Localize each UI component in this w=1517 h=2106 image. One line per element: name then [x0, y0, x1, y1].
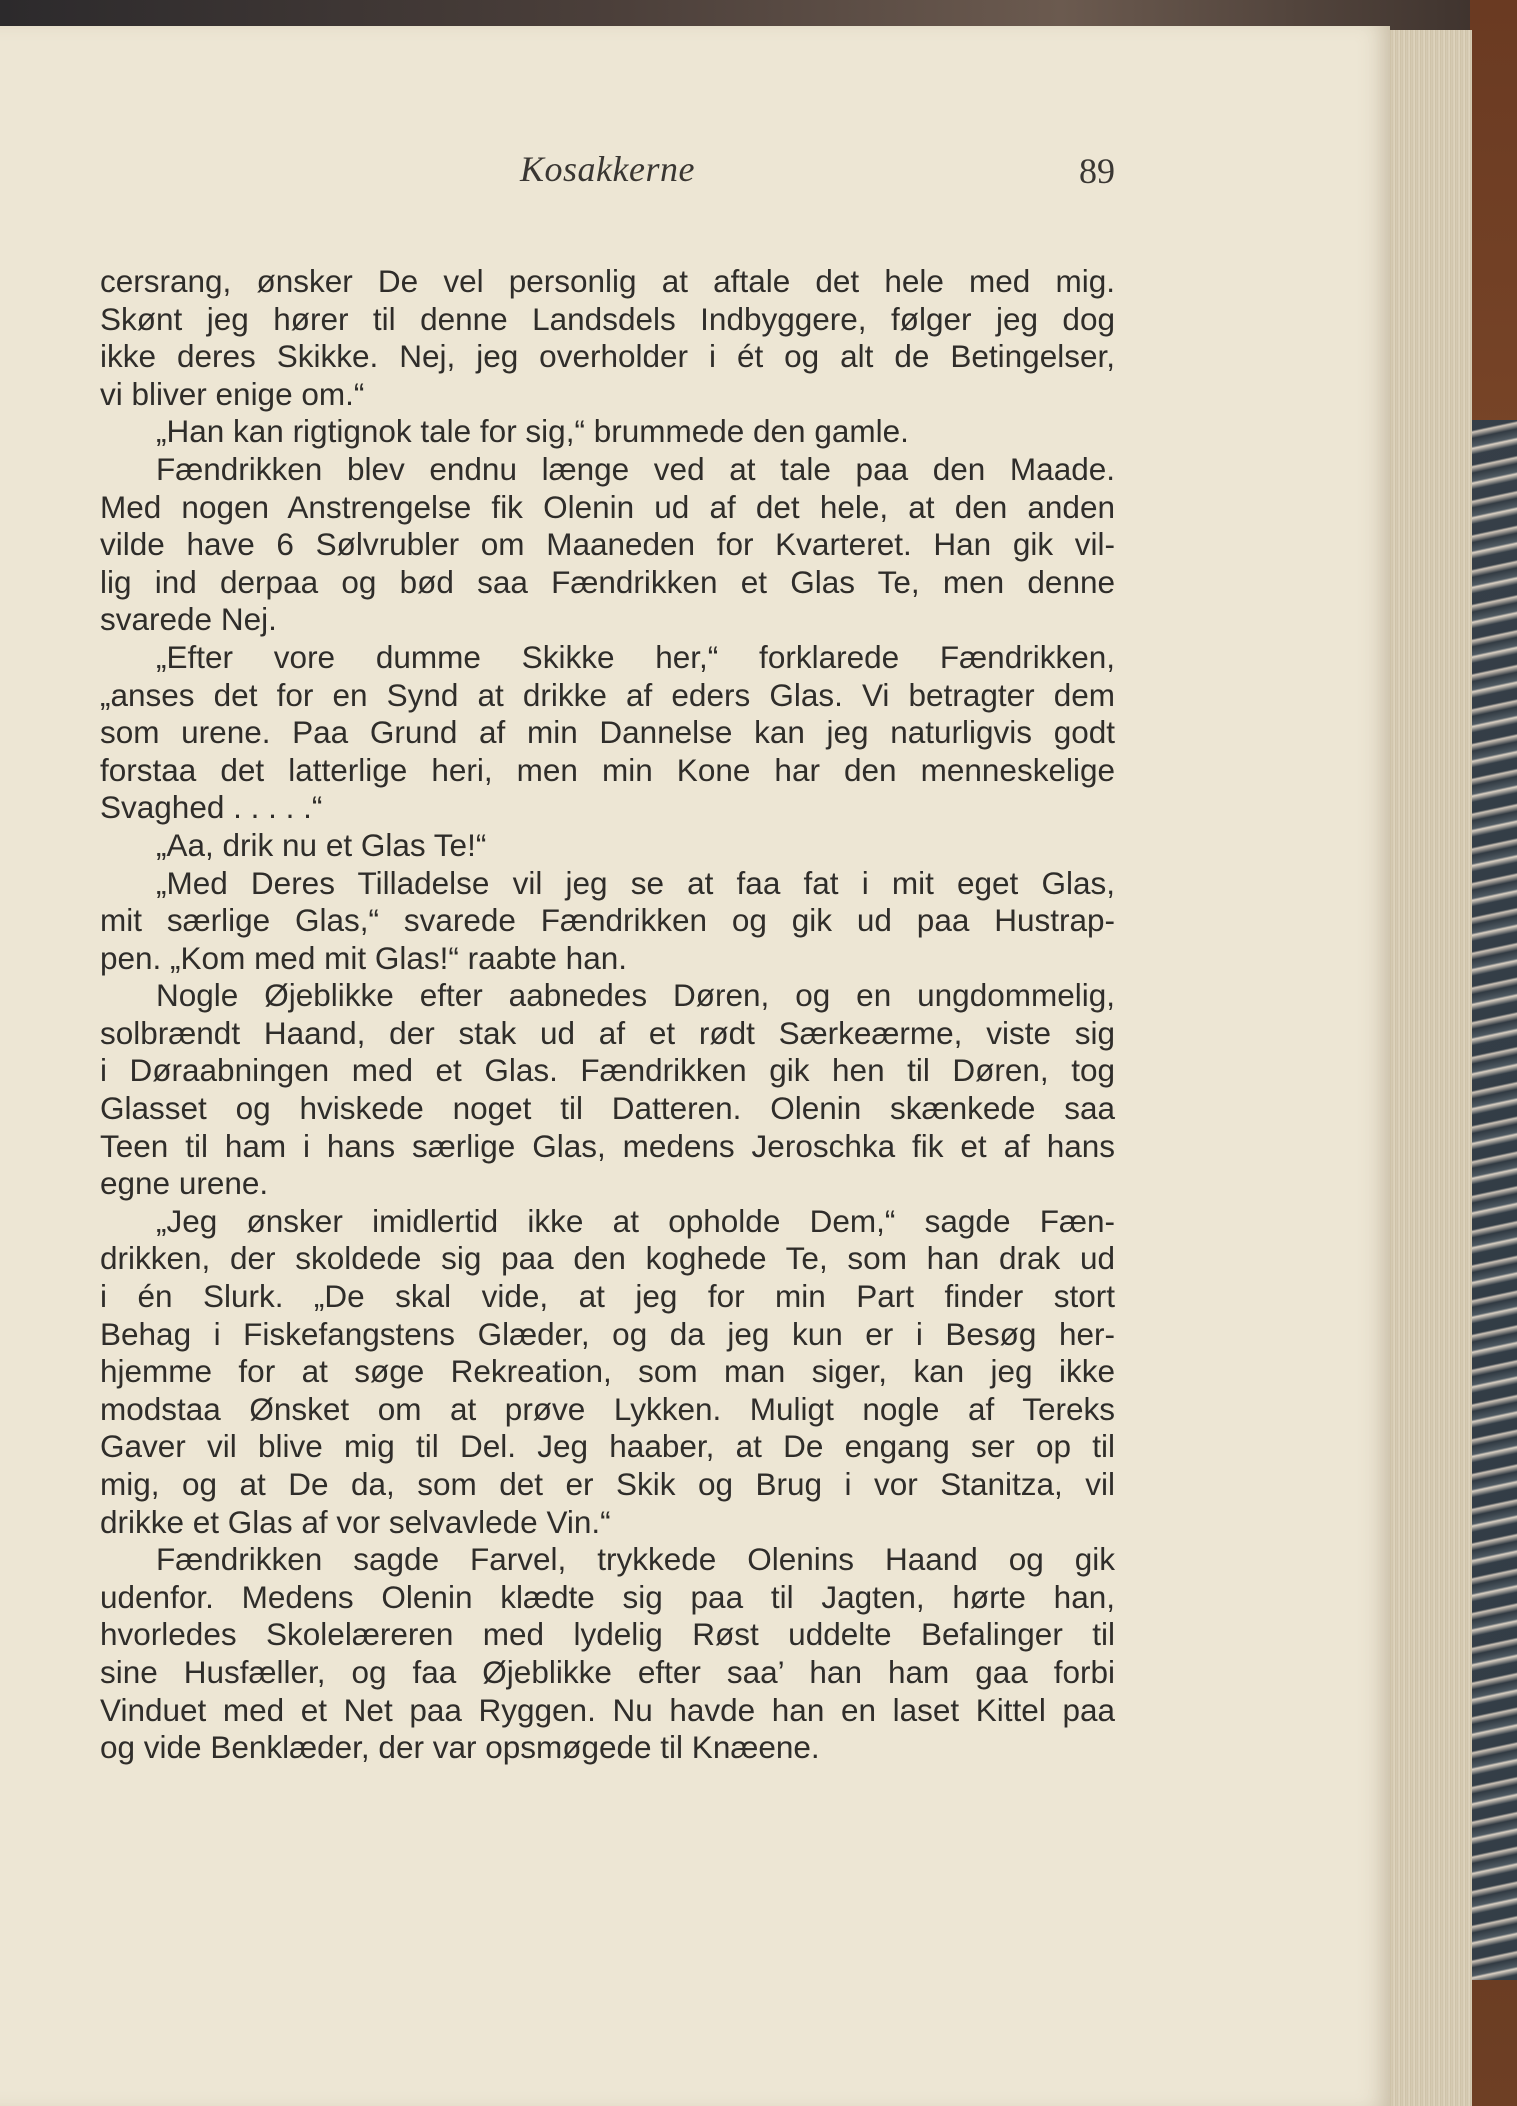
text-line: modstaa Ønsket om at prøve Lykken. Muligt nogle af Tereks [100, 1390, 1115, 1427]
text-line: solbrændt Haand, der stak ud af et rødt Særkeærme, viste sig [100, 1014, 1115, 1051]
text-line: Fændrikken blev endnu længe ved at tale paa den Maade. [156, 450, 1115, 487]
text-line: pen. „Kom med mit Glas!“ raabte han. [100, 939, 627, 976]
text-line: egne urene. [100, 1165, 269, 1202]
text-line: „Aa, drik nu et Glas Te!“ [156, 826, 487, 863]
page-header [100, 148, 1115, 208]
text-line: Vinduet med et Net paa Ryggen. Nu havde han en laset Kittel paa [100, 1691, 1115, 1728]
text-line: i én Slurk. „De skal vide, at jeg for min Part finder stort [100, 1278, 1115, 1315]
text-line: mit særlige Glas,“ svarede Fændrikken og gik ud paa Hustrap- [100, 902, 1115, 939]
running-title: Kosakkerne [520, 149, 695, 189]
body-text [100, 263, 1115, 1767]
text-line: Fændrikken sagde Farvel, trykkede Olenins Haand og gik [156, 1541, 1115, 1578]
text-line: drikken, der skoldede sig paa den koghede Te, som han drak ud [100, 1240, 1115, 1277]
marbled-endpaper [1472, 420, 1517, 1980]
text-line: mig, og at De da, som det er Skik og Brug i vor Stanitza, vil [100, 1466, 1115, 1502]
text-line: Glasset og hviskede noget til Datteren. Olenin skænkede saa [100, 1090, 1115, 1127]
text-line: hvorledes Skolelæreren med lydelig Røst uddelte Befalinger til [100, 1616, 1115, 1653]
text-line: Med nogen Anstrengelse fik Olenin ud af det hele, at den anden [100, 488, 1115, 525]
text-line: hjemme for at søge Rekreation, som man siger, kan jeg ikke [100, 1353, 1115, 1390]
text-line: „Han kan rigtignok tale for sig,“ brummede den gamle. [156, 413, 909, 450]
text-line: forstaa det latterlige heri, men min Kone har den menneskelige [100, 751, 1115, 788]
text-line: „Efter vore dumme Skikke her,“ forklarede Fændrikken, [156, 638, 1115, 675]
text-line: Nogle Øjeblikke efter aabnedes Døren, og en ungdommelig, [156, 977, 1115, 1014]
text-line: „Med Deres Tilladelse vil jeg se at faa fat i mit eget Glas, [156, 864, 1115, 901]
text-line: Behag i Fiskefangstens Glæder, og da jeg kun er i Besøg her- [100, 1315, 1115, 1352]
text-line: og vide Benklæder, der var opsmøgede til Knæene. [100, 1729, 820, 1766]
text-line: sine Husfæller, og faa Øjeblikke efter saa’ han ham gaa forbi [100, 1653, 1115, 1690]
text-line: „Jeg ønsker imidlertid ikke at opholde Dem,“ sagde Fæn- [156, 1202, 1115, 1239]
text-line: lig ind derpaa og bød saa Fændrikken et Glas Te, men denne [100, 563, 1115, 600]
text-line: Gaver vil blive mig til Del. Jeg haaber, at De engang ser op til [100, 1428, 1115, 1465]
text-line: vi bliver enige om.“ [100, 375, 365, 412]
text-line: i Døraabningen med et Glas. Fændrikken gik hen til Døren, tog [100, 1052, 1115, 1089]
text-line: svarede Nej. [100, 601, 277, 638]
text-line: drikke et Glas af vor selvavlede Vin.“ [100, 1503, 611, 1540]
page-edges [1386, 30, 1472, 2106]
text-line: som urene. Paa Grund af min Dannelse kan jeg naturligvis godt [100, 714, 1115, 751]
text-line: Svaghed . . . . .“ [100, 789, 323, 826]
text-line: vilde have 6 Sølvrubler om Maaneden for Kvarteret. Han gik vil- [100, 526, 1115, 563]
text-line: „anses det for en Synd at drikke af eders Glas. Vi betragter dem [100, 676, 1115, 713]
text-line: cersrang, ønsker De vel personlig at aftale det hele med mig. [100, 263, 1115, 299]
text-line: Skønt jeg hører til denne Landsdels Indbyggere, følger jeg dog [100, 300, 1115, 337]
page-number: 89 [1079, 151, 1115, 191]
text-line: ikke deres Skikke. Nej, jeg overholder i ét og alt de Betingelser, [100, 338, 1115, 375]
text-line: Teen til ham i hans særlige Glas, medens Jeroschka fik et af hans [100, 1127, 1115, 1164]
text-line: udenfor. Medens Olenin klædte sig paa til Jagten, hørte han, [100, 1578, 1115, 1615]
